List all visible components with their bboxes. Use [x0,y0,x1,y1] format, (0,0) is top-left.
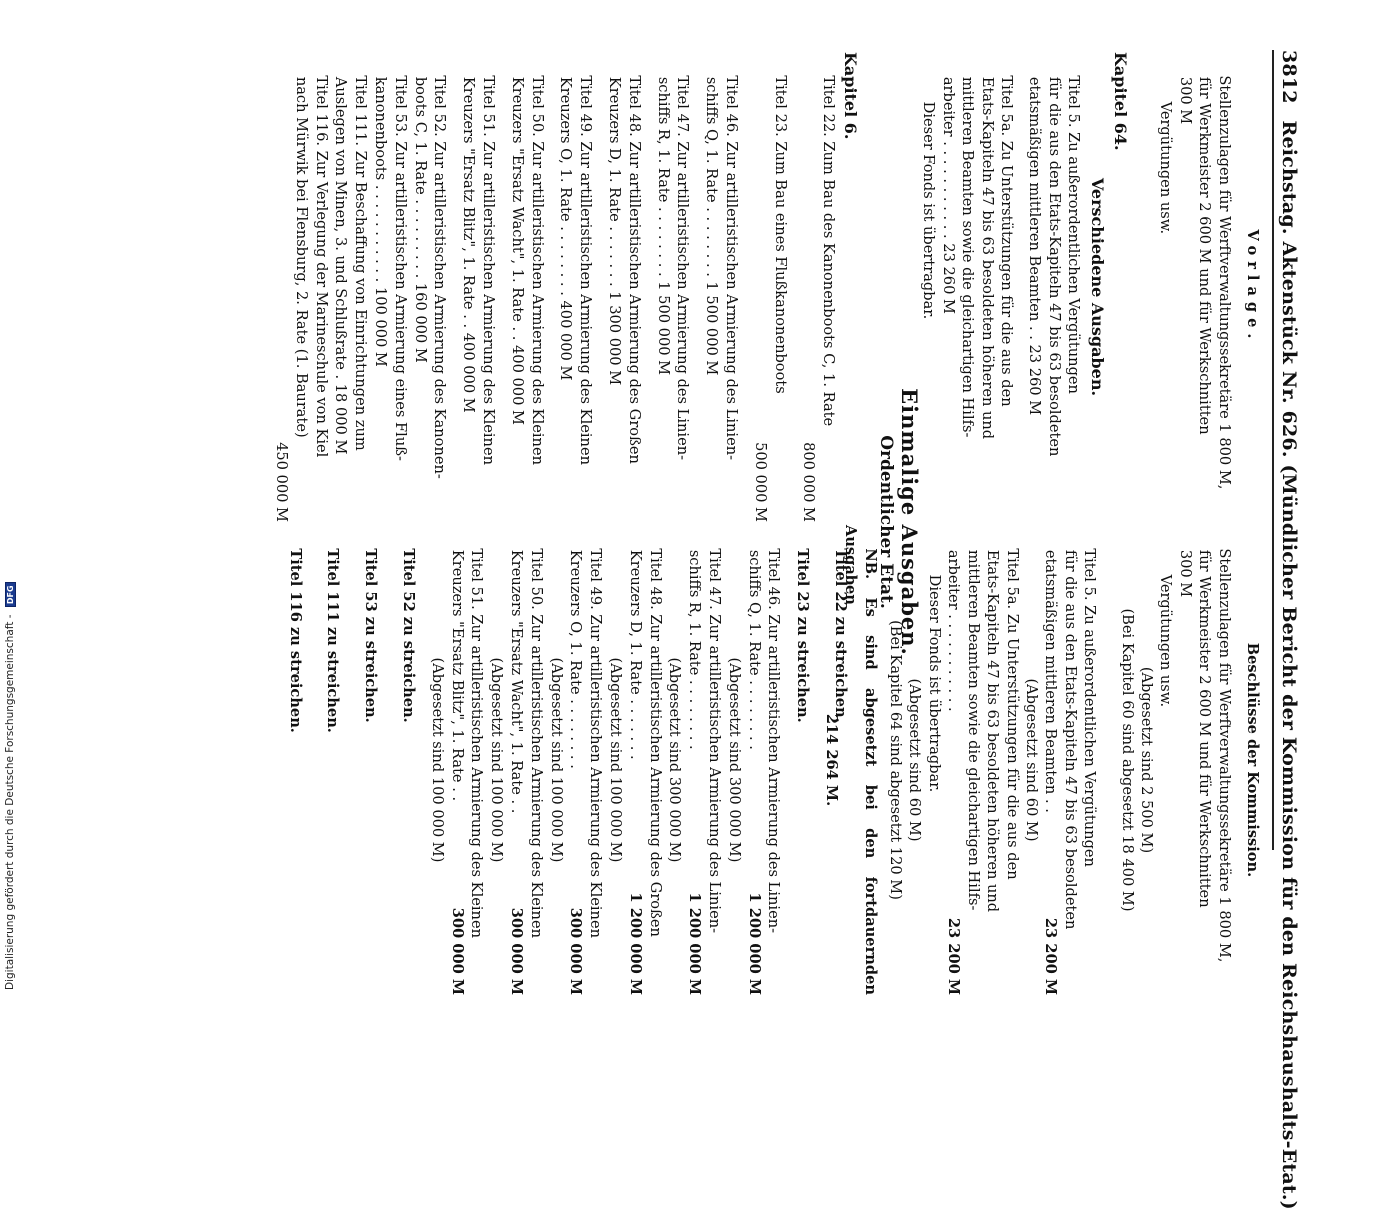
chapter-64-heading: Kapitel 64. [1110,52,1130,151]
r-titel-48-text: Kreuzers D, 1. Rate . . . . . . . [626,549,644,760]
r-titel-46-amount: 1 200 000 M [745,892,763,995]
r-titel-48-amount: 1 200 000 M [626,892,644,995]
page-number: 3812 [1278,50,1300,104]
r-titel-111: Titel 111 zu streichen. [324,548,342,733]
page-header [1272,50,1300,1210]
r-stellenzulagen-line-3: 300 M [1176,549,1194,598]
r-titel-46-line-2 [744,525,764,995]
titel-50-line-1: Titel 50. Zur artilleristischen Armierung des Kleinen [528,75,546,465]
titel-116-line-2: nach Mürwik bei Flensburg, 2. Rate (1. Baurate) [292,76,310,438]
titel-51-line-2: Kreuzers "Ersatz Blitz", 1. Rate . . 400 000 M [460,76,478,413]
titel-5-line-2: für die aus den Etats-Kapiteln 47 bis 63 besoldeten [1045,76,1063,457]
titel-46-line-2: schiffs Q, 1. Rate . . . . . . . . 1 500 000 M [703,76,721,376]
r-titel-5-note: (Abgesetzt sind 60 M) [1022,678,1040,842]
r-titel-5-amount: 23 200 M [1042,917,1060,995]
titel-49-line-1: Titel 49. Zur artilleristischen Armierung des Kleinen [577,75,595,465]
r-titel-51-text: Kreuzers "Ersatz Blitz", 1. Rate . . [448,549,466,802]
titel-48-line-1: Titel 48. Zur artilleristischen Armierung des Großen [625,75,643,464]
r-titel-51-amount: 300 000 M [448,907,466,995]
titel-22-line: Titel 22. Zum Bau des Kanonenboots C, 1. Rate [820,75,838,427]
r-titel-5a-line-1: Titel 5a. Zu Unterstützungen für die aus den [1003,548,1021,880]
titel-52-line-2: boots C, 1. Rate . . . . . . . . . 160 000 M [411,76,429,363]
r-titel-5a-line-5: Dieser Fonds ist übertragbar. [925,574,943,793]
r-stellenzulagen-line-2: für Werkmeister 2 600 M und für Werkschnitten [1196,549,1214,908]
right-column-kapitel-6-beschluesse [285,525,868,995]
titel-111-line-1: Titel 111. Zur Beschaffung von Einrichtungen zum [352,75,370,451]
r-titel-47-text: schiffs R, 1. Rate . . . . . . . . [686,549,704,750]
r-titel-23: Titel 23 zu streichen. [794,548,812,723]
titel-48-line-2: Kreuzers D, 1. Rate . . . . . . . 1 300 000 M [606,76,624,386]
r-titel-49-note: (Abgesetzt sind 100 000 M) [547,657,565,863]
beschluesse-heading: Beschlüsse der Kommission. [1244,642,1261,878]
titel-116-amount: 450 000 M [273,442,291,522]
stellenzulagen-line-1: Stellenzulagen für Werftverwaltungssekretäre 1 800 M, [1215,75,1233,490]
titel-47-line-1: Titel 47. Zur artilleristischen Armierung des Linien- [674,75,692,461]
r-titel-5a-amount: 23 200 M [945,917,963,995]
titel-5a-line-1: Titel 5a. Zu Unterstützungen für die aus den [997,75,1015,407]
r-abgesetzt-2500: (Abgesetzt sind 2 500 M) [1137,666,1155,854]
r-verguetungen-line: Vergütungen usw. [1157,574,1175,708]
titel-46-line-1: Titel 46. Zur artilleristischen Armierung des Linien- [723,75,741,461]
r-titel-48-line-2 [625,525,645,995]
titel-53-line-2: kanonenboots . . . . . . . . . . . 100 000 M [372,76,390,367]
titel-51-line-1: Titel 51. Zur artilleristischen Armierung des Kleinen [480,75,498,465]
titel-49-line-2: Kreuzers O, 1. Rate . . . . . . . . 400 000 M [557,76,575,381]
r-titel-5a-line-2: Etats-Kapiteln 47 bis 63 besoldeten höheren und [984,549,1002,913]
titel-111-line-2: Auslegen von Minen, 3. und Schlußrate . 18 000 M [332,76,350,455]
dfg-funding-footer [4,0,20,990]
r-titel-49-text: Kreuzers O, 1. Rate . . . . . . . . [567,549,585,769]
r-titel-5a-text: arbeiter . . . . . . . . . . . [945,549,963,712]
ordentlicher-etat-heading: Ordentlicher Etat. [876,435,896,609]
r-stellenzulagen-line-1: Stellenzulagen für Werftverwaltungssekretäre 1 800 M, [1215,548,1233,963]
r-titel-51-line-2 [447,525,467,995]
titel-22-amount: 800 000 M [800,442,818,522]
titel-53-line-1: Titel 53. Zur artilleristischen Armierung eines Fluß- [391,75,409,461]
r-kapitel-64-note: (Bei Kapitel 64 sind abgesetzt 120 M) [887,620,905,900]
r-titel-49-line-1: Titel 49. Zur artilleristischen Armierung des Kleinen [587,548,605,938]
stellenzulagen-line-3: 300 M [1176,76,1194,125]
r-titel-50-line-1: Titel 50. Zur artilleristischen Armierung des Kleinen [527,548,545,938]
verguetungen-line: Vergütungen usw. [1157,101,1175,235]
footer-text: Digitalisierung gefördert durch die Deutsche Forschungsgemeinschaft - [4,614,16,990]
titel-23-line: Titel 23. Zum Bau eines Flußkanonenboots [771,75,789,394]
r-titel-5-line-2: für die aus den Etats-Kapiteln 47 bis 63 besoldeten [1061,549,1079,930]
r-titel-49-amount: 300 000 M [567,907,585,995]
r-titel-5a-line-3: mittleren Beamten sowie die gleichartigen Hilfs- [964,549,982,911]
titel-52-line-1: Titel 52. Zur artilleristischen Armierung des Kanonen- [431,75,449,479]
r-titel-50-line-2 [506,525,526,995]
verschiedene-ausgaben-heading: Verschiedene Ausgaben. [1087,177,1107,397]
r-titel-5a-note: (Abgesetzt sind 60 M) [906,678,924,842]
titel-5-line-1: Titel 5. Zu außerordentlichen Vergütungen [1065,75,1083,394]
r-titel-52: Titel 52 zu streichen. [400,548,418,723]
left-column-vorlage [919,52,1262,522]
chapter-6-heading: Kapitel 6. [841,52,860,140]
titel-5a-line-4: arbeiter . . . . . . . . . . . 23 260 M [939,76,957,314]
left-column-kapitel-6 [271,52,868,522]
r-titel-22: Titel 22 zu streichen. [832,548,849,723]
r-titel-47-line-1: Titel 47. Zur artilleristischen Armierung des Linien- [706,548,724,934]
titel-5a-line-2: Etats-Kapiteln 47 bis 63 besoldeten höheren und [978,76,996,440]
r-titel-53: Titel 53 zu streichen. [362,548,380,723]
r-titel-46-line-1: Titel 46. Zur artilleristischen Armierung des Linien- [765,548,783,934]
titel-47-line-2: schiffs R, 1. Rate . . . . . . . . 1 500 000 M [654,76,672,376]
r-titel-46-note: (Abgesetzt sind 300 000 M) [725,657,743,863]
page-header-title: Reichstag. Aktenstück Nr. 626. (Mündlicher Bericht der Kommission für den Reichshaushalts-Etat.) [1278,120,1300,1210]
titel-5a-line-5: Dieser Fonds ist übertragbar. [920,101,938,320]
titel-50-line-2: Kreuzers "Ersatz Wacht", 1. Rate . . 400 000 M [508,76,526,425]
r-titel-116: Titel 116 zu streichen. [286,548,304,733]
r-titel-47-line-2 [684,525,704,995]
dfg-logo-icon: DFG [5,582,16,607]
r-titel-5-line-3 [1041,525,1060,995]
nb-line-1: NB. Es sind abgesetzt bei den fortdauernden Ausgaben [842,525,879,995]
r-titel-51-note: (Abgesetzt sind 100 000 M) [428,657,446,863]
r-titel-50-note: (Abgesetzt sind 100 000 M) [488,657,506,863]
r-titel-47-note: (Abgesetzt sind 300 000 M) [666,657,684,863]
r-titel-47-amount: 1 200 000 M [686,892,704,995]
r-titel-5-line-1: Titel 5. Zu außerordentlichen Vergütungen [1081,548,1099,867]
r-titel-51-line-1: Titel 51. Zur artilleristischen Armierung des Kleinen [468,548,486,938]
r-titel-49-line-2 [566,525,586,995]
r-titel-50-text: Kreuzers "Ersatz Wacht", 1. Rate . . [508,549,526,814]
nb-line-2: 214 264 M. [822,713,840,807]
r-titel-5-text: etatsmäßigen mittleren Beamten . . [1042,549,1060,813]
r-titel-46-text: schiffs Q, 1. Rate . . . . . . . . [745,549,763,750]
vorlage-heading: Vorlage. [1244,229,1261,345]
r-titel-48-line-1: Titel 48. Zur artilleristischen Armierung des Großen [646,548,664,937]
titel-23-amount: 500 000 M [751,442,769,522]
r-titel-5a-line-4 [944,525,963,995]
r-kapitel-60-note: (Bei Kapitel 60 sind abgesetzt 18 400 M) [1118,608,1136,912]
titel-5-line-3: etatsmäßigen mittleren Beamten . . 23 260 M [1026,76,1044,416]
stellenzulagen-line-2: für Werkmeister 2 600 M und für Werkschnitten [1196,76,1214,435]
einmalige-ausgaben-heading: Einmalige Ausgaben. [897,388,922,656]
titel-5a-line-3: mittleren Beamten sowie die gleichartigen Hilfs- [959,76,977,438]
titel-116-line-1: Titel 116. Zur Verlegung der Marineschule von Kiel [312,75,330,458]
r-titel-50-amount: 300 000 M [508,907,526,995]
r-titel-48-note: (Abgesetzt sind 100 000 M) [607,657,625,863]
